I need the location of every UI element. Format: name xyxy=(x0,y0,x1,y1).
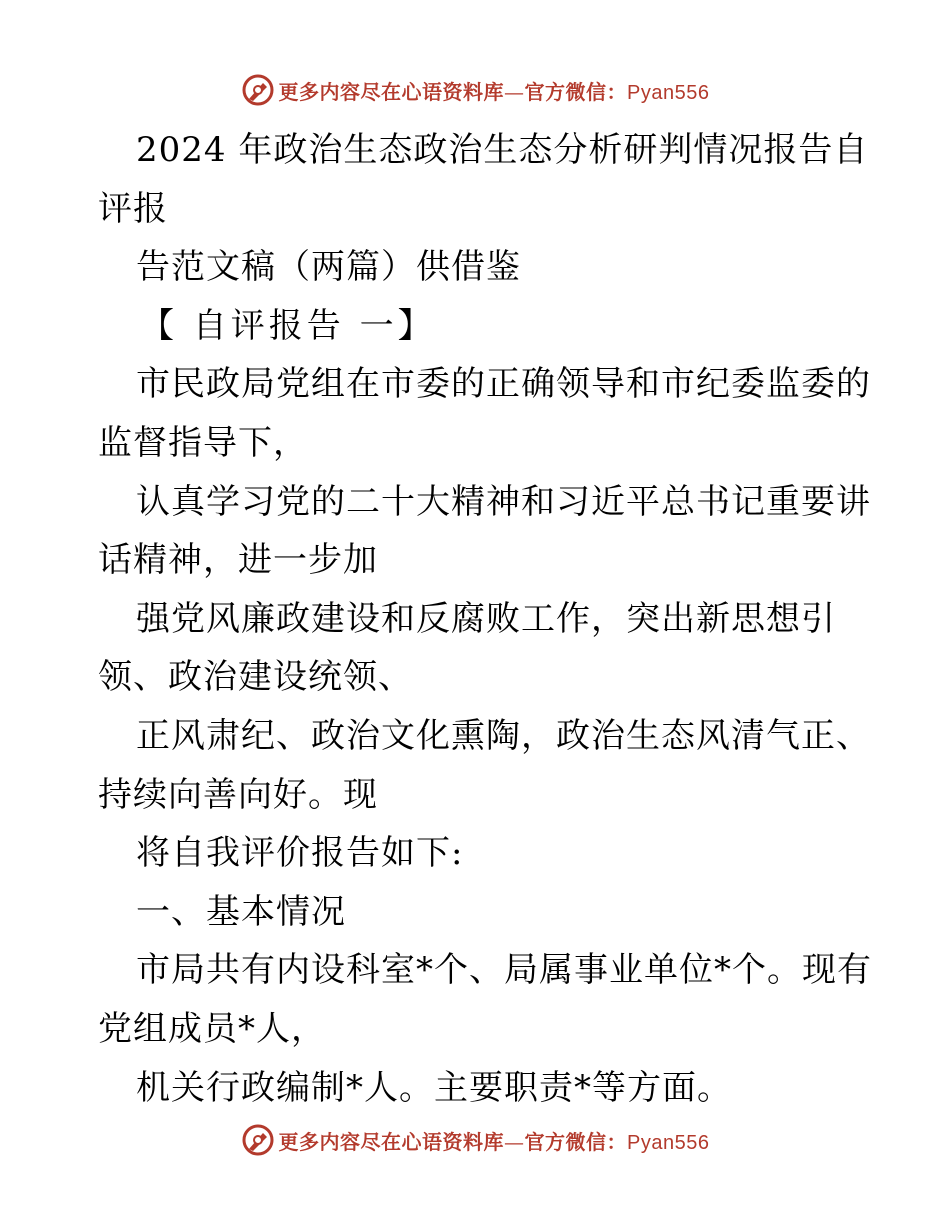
text-line-17: 机关行政编制*人。主要职责*等方面。 xyxy=(136,1067,732,1108)
pen-logo-icon xyxy=(241,1123,275,1157)
banner-official-label: 官方微信： xyxy=(524,79,628,104)
section-heading-report-one: 【 自评报告 一】 xyxy=(140,305,436,346)
text-line-3: 告范文稿（两篇）供借鉴 xyxy=(136,247,521,288)
text-line-10: 领、政治建设统领、 xyxy=(98,657,413,698)
text-line-2: 评报 xyxy=(98,188,168,229)
section-heading-basic-info: 一、基本情况 xyxy=(136,891,346,932)
text-line-5: 市民政局党组在市委的正确领导和市纪委监委的 xyxy=(136,364,871,405)
banner-dash: — xyxy=(504,79,525,104)
pen-logo-icon xyxy=(241,73,275,107)
banner-wechat-id: Pyan556 xyxy=(627,1131,710,1154)
text-line-16: 党组成员*人， xyxy=(98,1008,326,1049)
text-line-7: 认真学习党的二十大精神和习近平总书记重要讲 xyxy=(136,481,871,522)
text-line-8: 话精神，进一步加 xyxy=(98,540,378,581)
text-line-6: 监督指导下， xyxy=(98,422,308,463)
text-line-11: 正风肃纪、政治文化熏陶，政治生态风清气正、 xyxy=(136,715,871,756)
text-line-12: 持续向善向好。现 xyxy=(98,774,378,815)
document-body xyxy=(98,121,872,1117)
banner-official-label: 官方微信： xyxy=(524,1129,628,1154)
banner-text xyxy=(279,76,710,105)
footer-banner xyxy=(0,1120,950,1160)
banner-text xyxy=(279,1126,710,1155)
banner-site-text: 更多内容尽在心语资料库 xyxy=(278,79,505,104)
text-line-9: 强党风廉政建设和反腐败工作，突出新思想引 xyxy=(136,598,836,639)
header-banner xyxy=(0,70,950,110)
text-line-1: 2024 年政治生态政治生态分析研判情况报告自 xyxy=(136,130,869,170)
banner-dash: — xyxy=(504,1129,525,1154)
text-line-15: 市局共有内设科室*个、局属事业单位*个。现有 xyxy=(136,950,872,991)
banner-wechat-id: Pyan556 xyxy=(627,81,710,104)
text-line-13: 将自我评价报告如下: xyxy=(136,833,464,874)
banner-site-text: 更多内容尽在心语资料库 xyxy=(278,1129,505,1154)
